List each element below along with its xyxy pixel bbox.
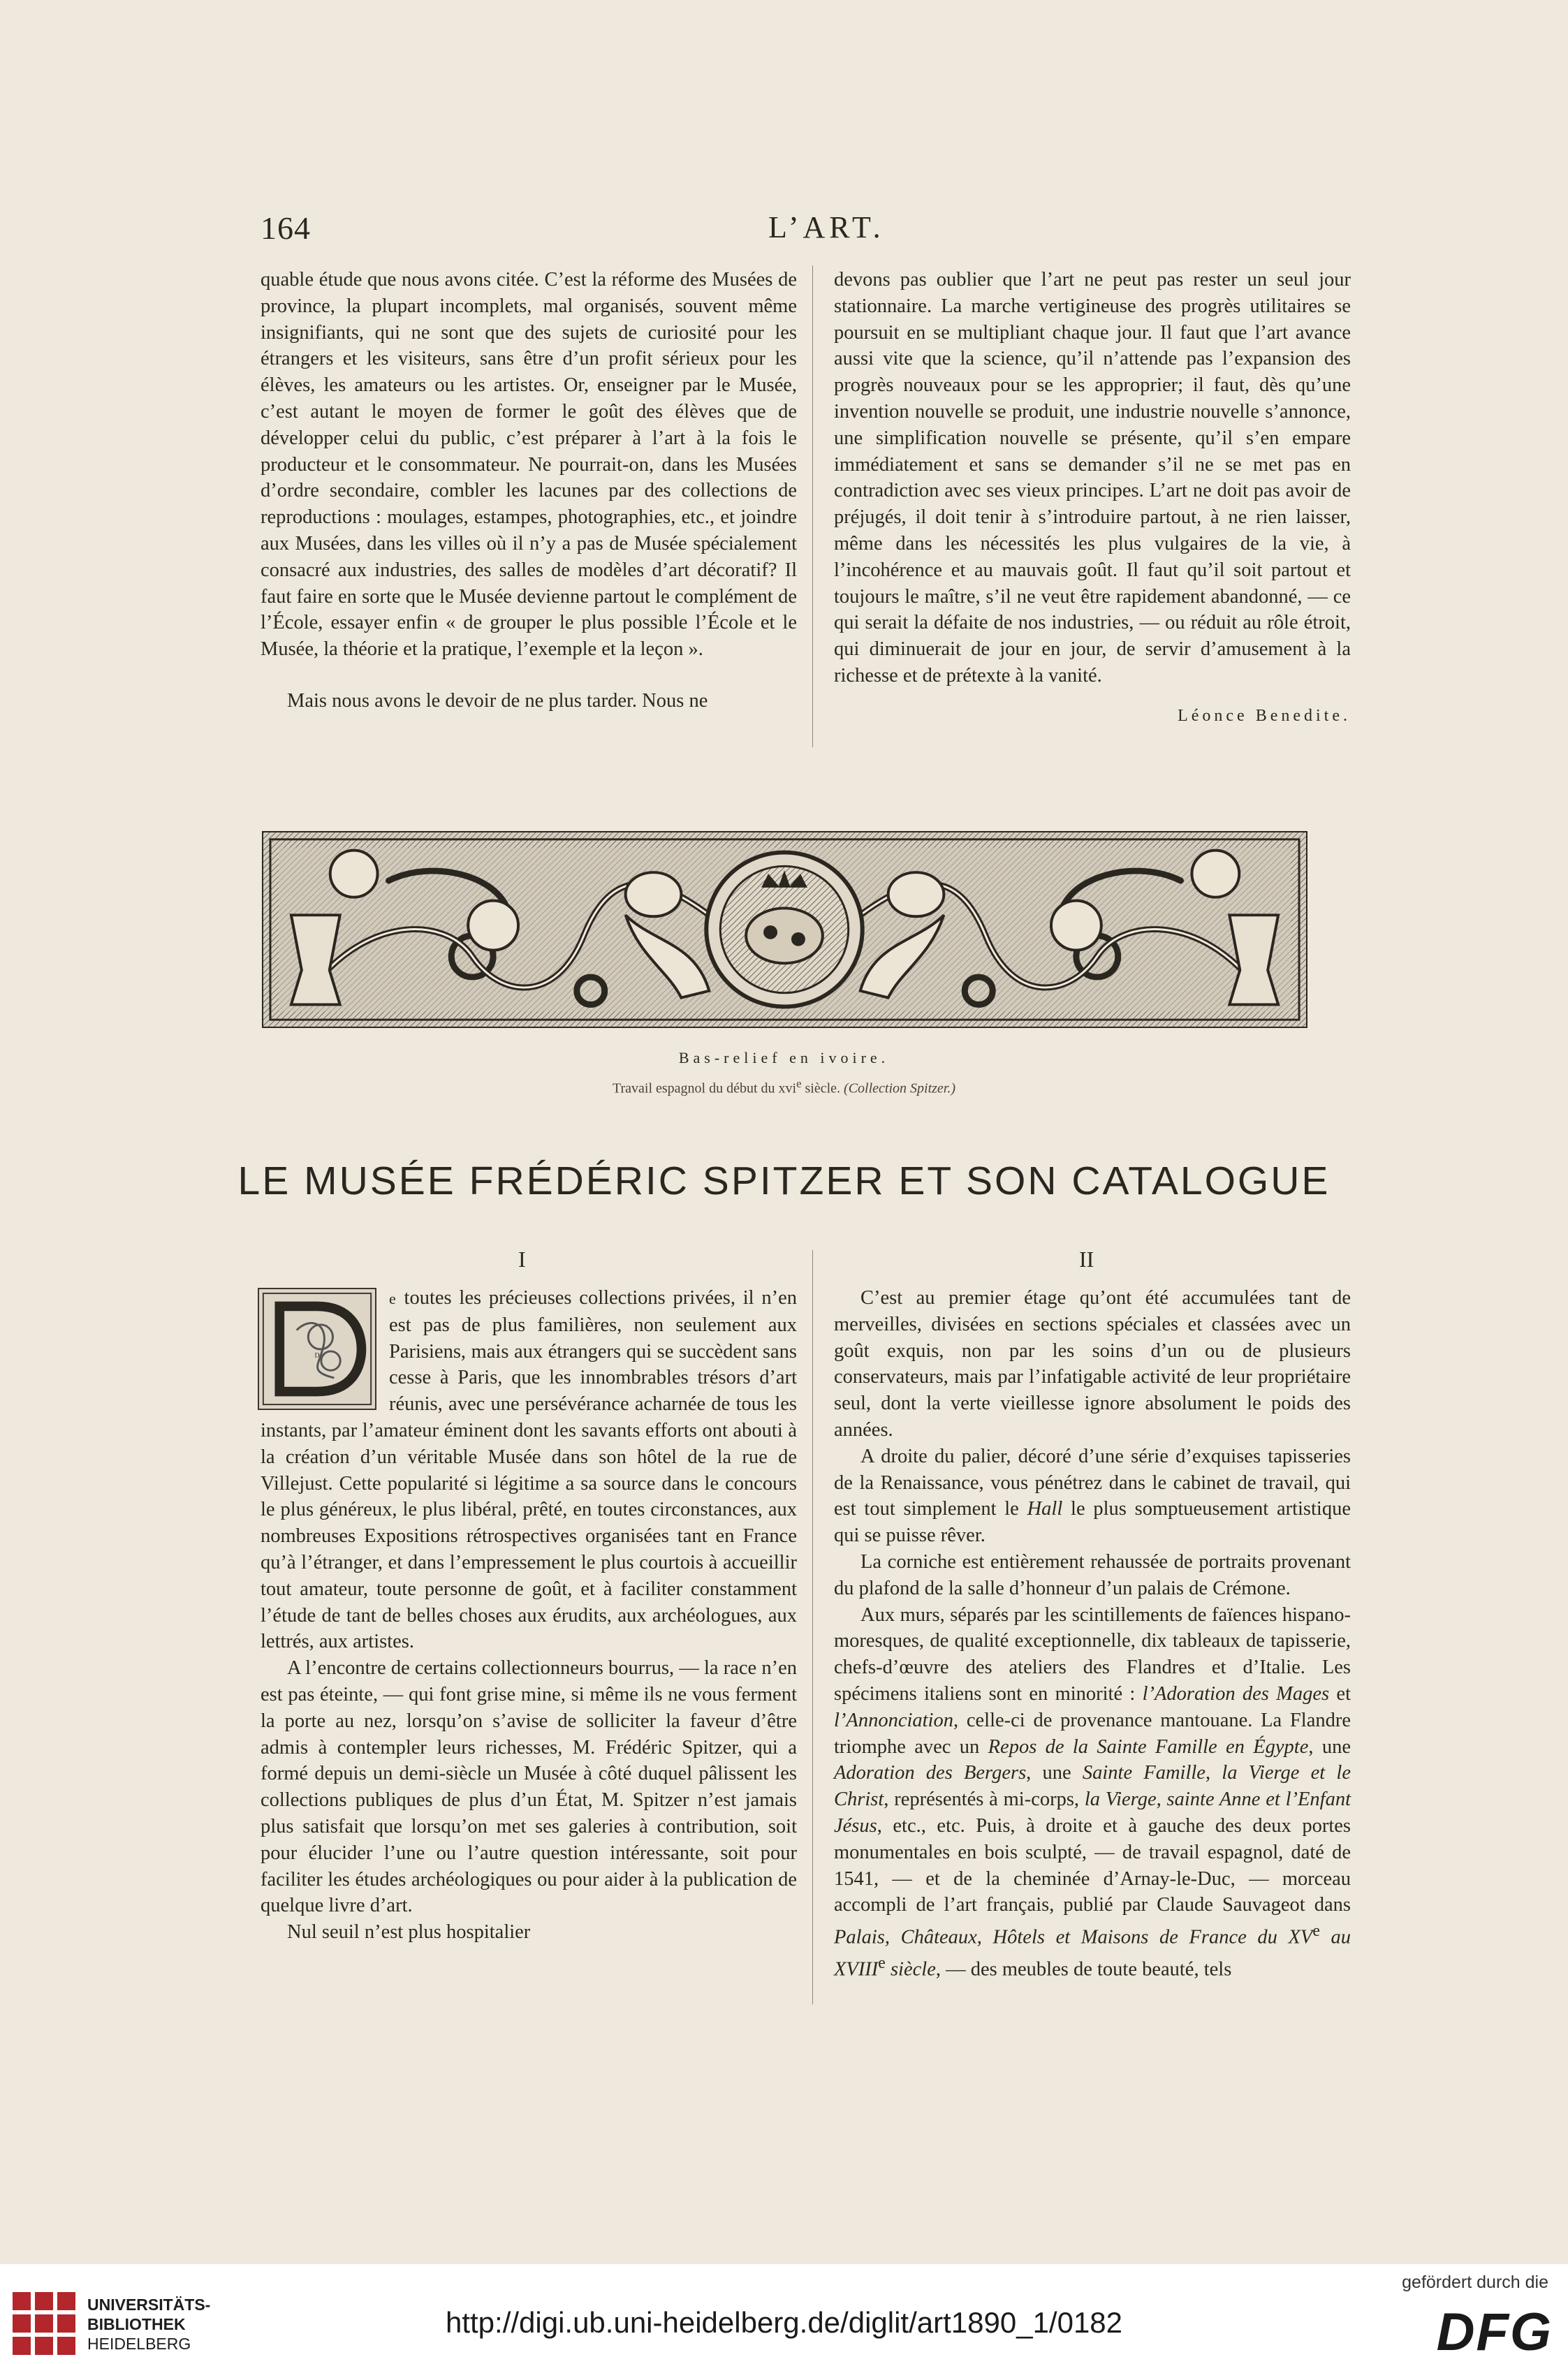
- figure-caption-subtitle: [0, 1077, 1568, 1097]
- journal-title: L’ART.: [768, 210, 885, 244]
- italic-text: Sainte Famille: [1082, 1762, 1206, 1784]
- page-number: 164: [261, 210, 311, 246]
- text: et: [1329, 1682, 1351, 1705]
- paragraph: devons pas oublier que l’art ne peut pas rester un seul jour stationnaire. La marche vertigineuse des progrès utilitaires se poursuit en se multipliant chaque jour. Il faut que l’art avance aussi vite que la science, qu’il n’attende pas l’expansion des progrès nouveaux pour se les approprier; il faut, dès qu’une invention nouvelle se produit, une industrie nouvelle s’annonce, une simplification nouvelle se présente, qu’il s’en empare immédiatement et sans se demander s’il ne se met pas en contradiction avec ses vieux principes. L’art ne doit pas avoir de préjugés, il doit tenir à s’introduire partout, à ne rien laisser, même dans les nécessités les plus vulgaires de la vie, à l’incohérence et au mauvais goût. Il faut qu’il soit partout et toujours le maître, s’il ne veut être rapidement abandonné, — ce qui serait la défaite de nos industries, — ou réduit au rôle étroit, qui diminuerait de jour en jour, de servir d’amusement à la richesse et de prétexte à la vanité.: [834, 269, 1351, 687]
- caption-text: siècle.: [801, 1080, 841, 1096]
- drop-cap-letter: [258, 1288, 376, 1410]
- italic-text: Adoration des Bergers: [834, 1762, 1027, 1784]
- text: , etc., etc. Puis, à droite et à gauche des deux portes monumentales en bois sculpté, — de travail espagnol, daté de 1541, — et de la cheminée d’Arnay-le-Duc, — morceau accompli de l’art français, publié par Claude Sauvageot dans: [834, 1814, 1351, 1916]
- library-name-line: HEIDELBERG: [87, 2335, 191, 2353]
- italic-text: au XVIII: [834, 1926, 1351, 1981]
- bas-relief-illustration: [262, 831, 1307, 1028]
- paragraph: Mais nous avons le devoir de ne plus tarder. Nous ne: [287, 689, 708, 712]
- paragraph: C’est au premier étage qu’ont été accumulées tant de merveilles, divisées en sections spéciales et classées avec un goût exquis, non par les soins d’un ou de plusieurs conservateurs, mais par l’infatigable activité de leur propriétaire seul, dont la verte vieillesse ignore absolument le poids des années.: [834, 1287, 1351, 1441]
- text: , celle-ci de provenance mantouane. La Flandre triomphe avec un: [834, 1709, 1351, 1758]
- permalink-url[interactable]: http://digi.ub.uni-heidelberg.de/diglit/art1890_1/0182: [445, 2306, 1123, 2339]
- library-name-line: BIBLIOTHEK: [87, 2315, 186, 2333]
- opening-smallcap: e: [389, 1290, 397, 1307]
- ivory-relief-engraving: [263, 832, 1306, 1027]
- figure-caption-title: [0, 1049, 1568, 1067]
- caption-superscript: e: [796, 1077, 802, 1090]
- section-number: I: [518, 1247, 526, 1272]
- italic-text: l’Annonciation: [834, 1709, 953, 1731]
- library-name-line: UNIVERSITÄTS-: [87, 2296, 211, 2314]
- italic-text: Hall: [1027, 1498, 1063, 1520]
- text: , — des meubles de toute beauté, tels: [935, 1958, 1232, 1981]
- digitization-footer: [0, 2264, 1568, 2364]
- italic-text: la Vierge, sainte Anne et l’Enfant Jésus: [834, 1789, 1351, 1837]
- drop-cap-letter-text: D: [314, 1351, 320, 1360]
- funding-label: gefördert durch die: [1402, 2273, 1548, 2292]
- text: , représentés à mi-corps,: [884, 1789, 1085, 1811]
- caption-collection: (Collection Spitzer.): [844, 1080, 956, 1096]
- caption-text: Travail espagnol du début du xvi: [612, 1080, 797, 1096]
- italic-text: l’Adoration des Mages: [1142, 1682, 1330, 1705]
- top-right-column: [834, 267, 1351, 730]
- author-signature: Léonce Benedite.: [1178, 706, 1351, 725]
- caption-title-text: Bas-relief en ivoire.: [678, 1049, 890, 1066]
- text: ,: [1205, 1762, 1222, 1784]
- dfg-logo: DFG: [1436, 2303, 1553, 2362]
- top-left-column: [261, 267, 797, 714]
- paragraph: La corniche est entièrement rehaussée de portraits provenant du plafond de la salle d’honneur d’un palais de Crémone.: [834, 1550, 1351, 1599]
- text: Aux murs, séparés par les scintillements de faïences hispano-moresques, de qualité exceptionnelle, dix tableaux de tapisserie, chefs-d’œuvre des ateliers des Flandres et d’Italie. Les spécimens italiens sont en minorité :: [834, 1603, 1351, 1705]
- article-title: LE MUSÉE FRÉDÉRIC SPITZER ET SON CATALOGUE: [237, 1159, 1331, 1203]
- column-divider: [812, 265, 813, 747]
- drop-cap-ornament: [259, 1289, 375, 1409]
- italic-text: siècle: [885, 1958, 936, 1981]
- paragraph: A l’encontre de certains collectionneurs bourrus, — la race n’en est pas éteinte, — qui font grise mine, si même ils ne vous ferment la porte au nez, lorsqu’on s’avise de solliciter la faveur d’être admis à contempler leurs richesses, M. Frédéric Spitzer, qui a formé depuis un demi-siècle un Musée à côté duquel pâlissent les collections publiques de plus d’un État, M. Spitzer n’est jamais plus satisfait que lorsqu’on met ses galeries à contribution, soit pour élucider l’une ou l’autre question intéressante, soit pour faciliter les études archéologiques ou pour aider à la publication de quelque livre d’art.: [261, 1657, 797, 1917]
- italic-text: la Vierge et le Christ: [834, 1762, 1351, 1811]
- text: A droite du palier, décoré d’une série d’exquises tapisseries de la Renaissance, vous pénétrez dans le cabinet de travail, qui est tout simplement le: [834, 1445, 1351, 1520]
- paragraph: Nul seuil n’est plus hospitalier: [287, 1921, 531, 1944]
- article-right-column: [834, 1285, 1351, 1983]
- paragraph: [261, 1285, 797, 1655]
- paragraph-text: toutes les précieuses collections privées, il n’en est pas de plus familières, non seulement aux Parisiens, mais aux étrangers qui se succèdent sans cesse à Paris, que les innombrables trésors d’art réunis, avec une persévérance acharnée de tous les instants, par l’amateur éminent dont les savants efforts ont abouti à la création d’un véritable Musée dans son hôtel de la rue de Villejust. Cette popularité si légitime a sa source dans le concours le plus généreux, le plus libéral, prêté, en toutes circonstances, aux nombreuses Expositions rétrospectives organisées tant en France qu’à l’étranger, et dans l’empressement le plus courtois à accueillir tout amateur, toute personne de goût, et à faciliter constamment l’étude de tant de belles choses aux érudits, aux archéologues, aux lettrés, aux artistes.: [261, 1287, 797, 1653]
- text: , une: [1026, 1762, 1083, 1784]
- section-number: II: [1079, 1247, 1094, 1272]
- superscript: e: [1312, 1922, 1320, 1941]
- text: , une: [1308, 1735, 1351, 1758]
- paragraph: [834, 1602, 1351, 1983]
- superscript: e: [878, 1954, 886, 1973]
- text: le plus somptueusement artistique qui se puisse rêver.: [834, 1498, 1351, 1547]
- italic-text: Repos de la Sainte Famille en Égypte: [988, 1735, 1309, 1758]
- paragraph: quable étude que nous avons citée. C’est la réforme des Musées de province, la plupart incomplets, mal organisés, souvent même insignifiants, qui ne sont que des sujets de curiosité pour les étrangers et les visiteurs, sans être d’un profit sérieux pour les élèves, les amateurs ou les artistes. Or, enseigner par le Musée, c’est autant le moyen de former le goût des élèves que de développer celui du public, c’est préparer à l’art à la fois le producteur et le consommateur. Ne pourrait-on, dans les Musées d’ordre secondaire, combler les lacunes par des collections de reproductions : moulages, estampes, photographies, etc., et joindre aux Musées, dans les villes où il n’y a pas de Musée spécialement consacré aux industries, des salles de modèles d’art décoratif? Il faut faire en sorte que le Musée devienne partout le complément de l’École, essayer enfin « de grouper le plus possible l’École et le Musée, la théorie et la pratique, l’exemple et la leçon ».: [261, 269, 797, 661]
- column-divider: [812, 1250, 813, 2004]
- paragraph: [834, 1444, 1351, 1549]
- article-left-column: [261, 1285, 797, 1946]
- italic-text: Palais, Châteaux, Hôtels et Maisons de France du XV: [834, 1926, 1313, 1948]
